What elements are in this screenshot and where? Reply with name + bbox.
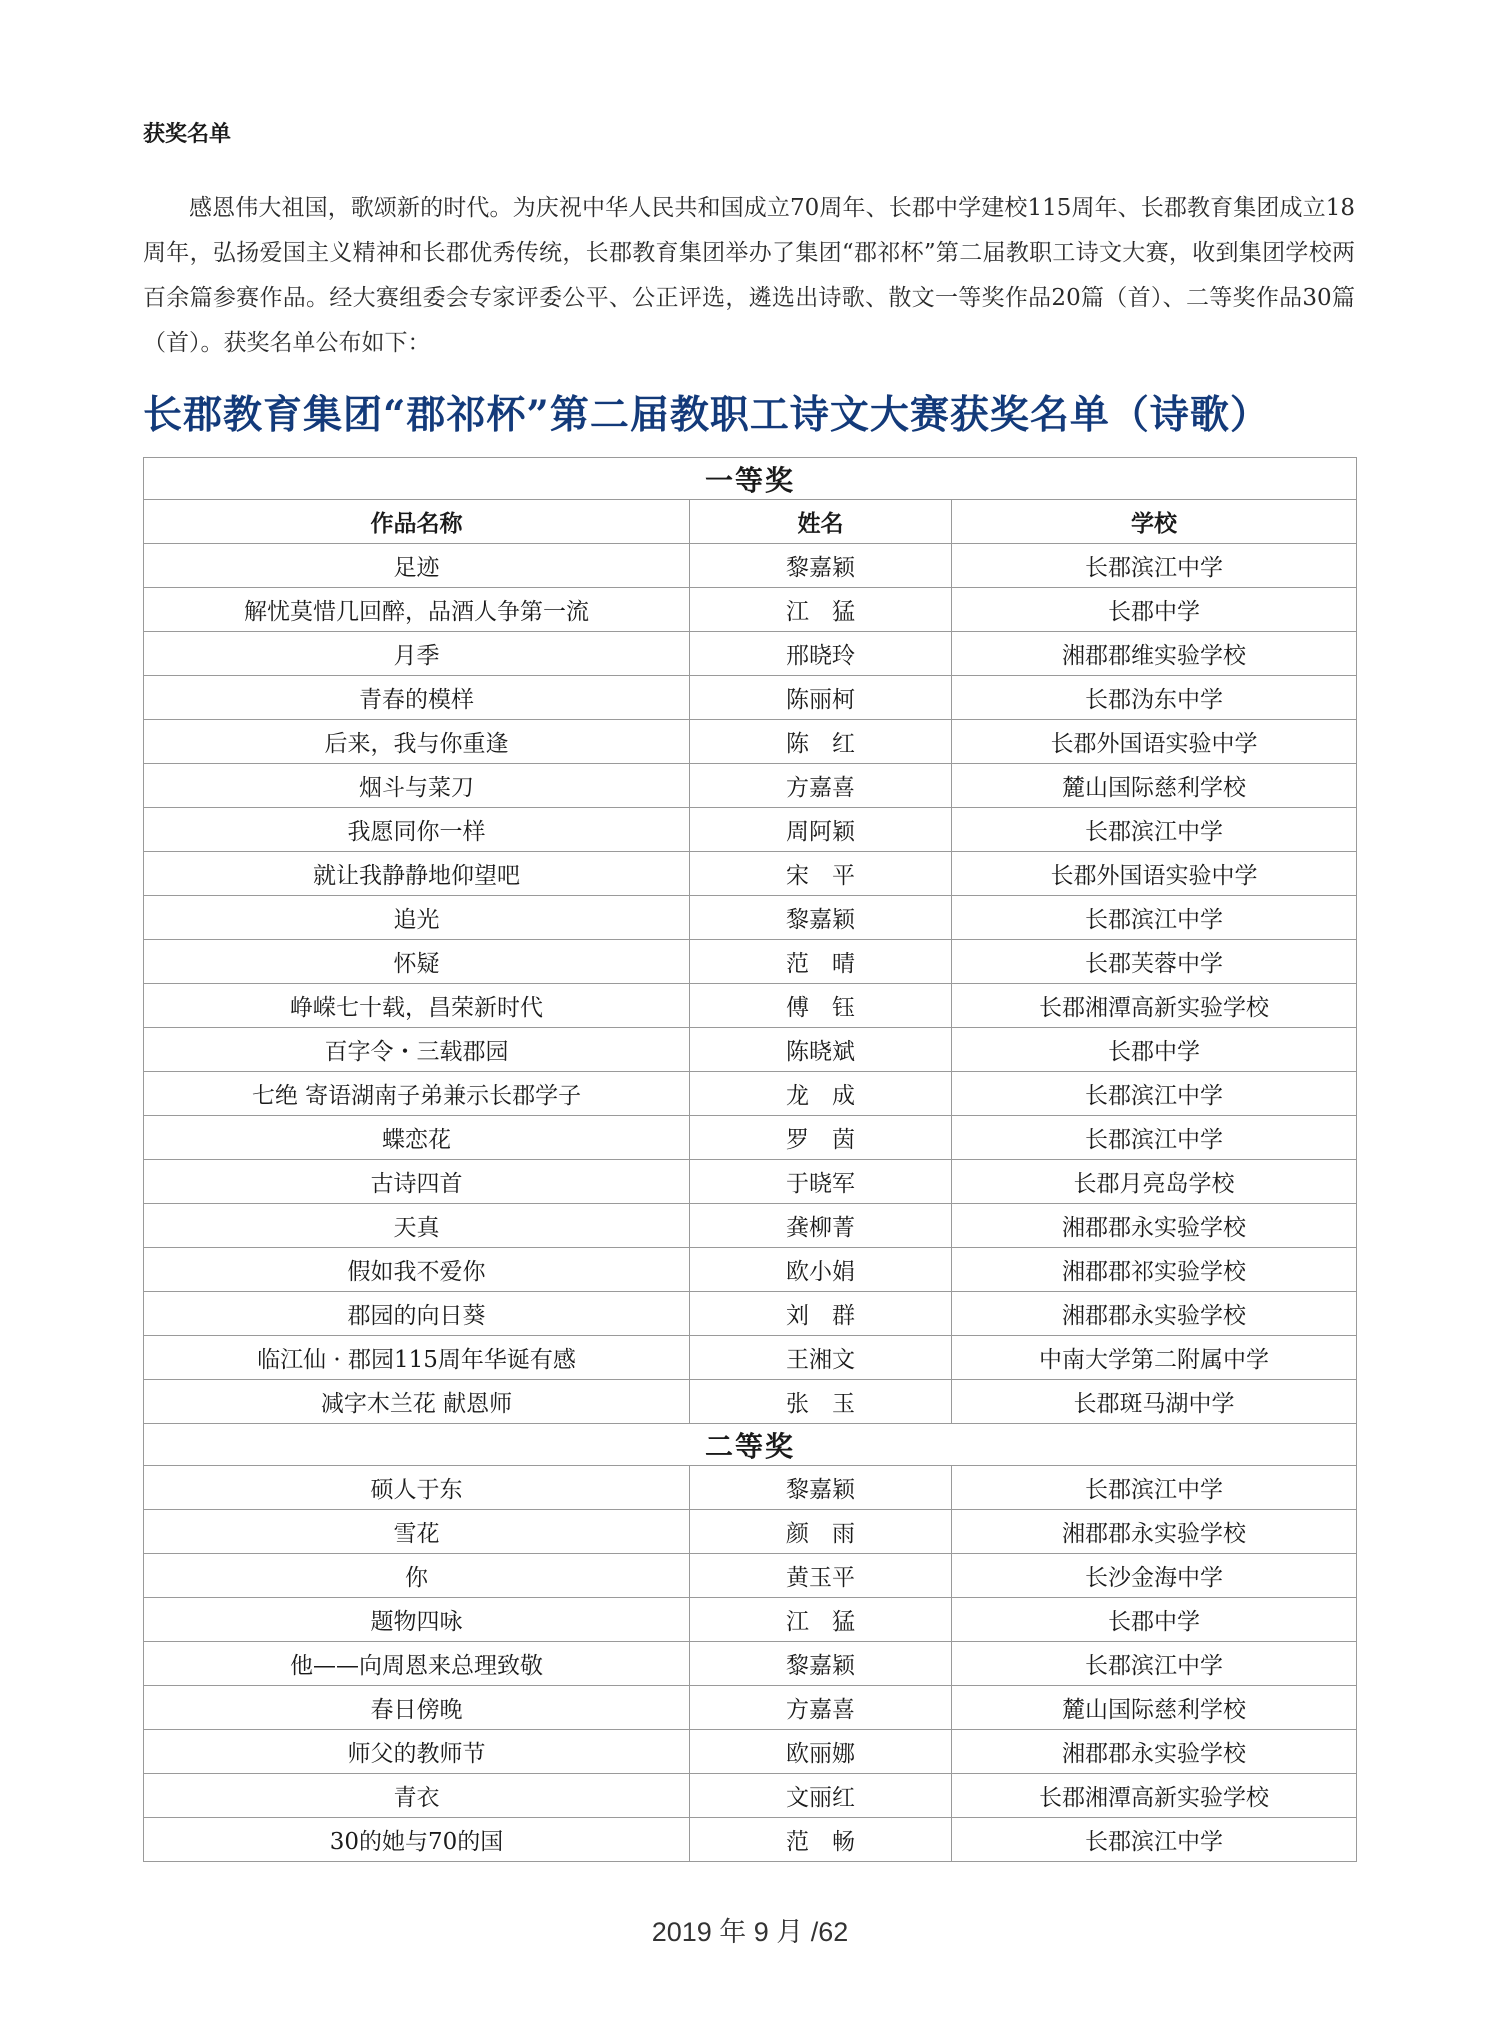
work-title-cell: 30的她与70的国 xyxy=(144,1818,690,1862)
school-cell: 长郡芙蓉中学 xyxy=(952,940,1357,984)
school-cell: 湘郡郡维实验学校 xyxy=(952,632,1357,676)
author-cell: 罗 茵 xyxy=(690,1116,952,1160)
school-cell: 麓山国际慈利学校 xyxy=(952,1686,1357,1730)
author-cell: 陈晓斌 xyxy=(690,1028,952,1072)
table-row xyxy=(144,1466,1357,1510)
work-title-cell: 师父的教师节 xyxy=(144,1730,690,1774)
school-cell: 长郡滨江中学 xyxy=(952,1116,1357,1160)
page-title: 长郡教育集团“郡祁杯”第二届教职工诗文大赛获奖名单（诗歌） xyxy=(143,392,1270,438)
work-title-cell: 古诗四首 xyxy=(144,1160,690,1204)
work-title-cell: 他——向周恩来总理致敬 xyxy=(144,1642,690,1686)
school-cell: 长郡斑马湖中学 xyxy=(952,1380,1357,1424)
prize-heading: 二等奖 xyxy=(144,1424,1357,1466)
column-header-title: 作品名称 xyxy=(144,500,690,544)
prize-row xyxy=(144,458,1357,500)
author-cell: 周阿颖 xyxy=(690,808,952,852)
intro-paragraph: 感恩伟大祖国，歌颂新的时代。为庆祝中华人民共和国成立70周年、长郡中学建校115周年、长郡教育集团成立18周年，弘扬爱国主义精神和长郡优秀传统，长郡教育集团举办了集团“郡祁杯”第二届教职工诗文大赛，收到集团学校两百余篇参赛作品。经大赛组委会专家评委公平、公正评选，遴选出诗歌、散文一等奖作品20篇（首）、二等奖作品30篇（首）。获奖名单公布如下： xyxy=(143,195,1355,356)
work-title-cell: 题物四咏 xyxy=(144,1598,690,1642)
school-cell: 湘郡郡永实验学校 xyxy=(952,1204,1357,1248)
prize-row xyxy=(144,1424,1357,1466)
school-cell: 长郡中学 xyxy=(952,1028,1357,1072)
school-cell: 湘郡郡永实验学校 xyxy=(952,1292,1357,1336)
work-title-cell: 烟斗与菜刀 xyxy=(144,764,690,808)
work-title-cell: 后来，我与你重逢 xyxy=(144,720,690,764)
table-row xyxy=(144,1204,1357,1248)
author-cell: 方嘉喜 xyxy=(690,764,952,808)
work-title-cell: 春日傍晚 xyxy=(144,1686,690,1730)
prize-heading: 一等奖 xyxy=(144,458,1357,500)
author-cell: 龙 成 xyxy=(690,1072,952,1116)
table-row xyxy=(144,852,1357,896)
column-header-row xyxy=(144,500,1357,544)
table-row xyxy=(144,1380,1357,1424)
author-cell: 颜 雨 xyxy=(690,1510,952,1554)
work-title-cell: 减字木兰花 献恩师 xyxy=(144,1380,690,1424)
table-row xyxy=(144,720,1357,764)
work-title-cell: 雪花 xyxy=(144,1510,690,1554)
school-cell: 麓山国际慈利学校 xyxy=(952,764,1357,808)
school-cell: 长郡月亮岛学校 xyxy=(952,1160,1357,1204)
table-row xyxy=(144,632,1357,676)
author-cell: 宋 平 xyxy=(690,852,952,896)
table-row xyxy=(144,1598,1357,1642)
awards-table xyxy=(143,457,1357,1862)
school-cell: 长郡滨江中学 xyxy=(952,1642,1357,1686)
work-title-cell: 天真 xyxy=(144,1204,690,1248)
author-cell: 黎嘉颖 xyxy=(690,1642,952,1686)
school-cell: 长沙金海中学 xyxy=(952,1554,1357,1598)
author-cell: 黄玉平 xyxy=(690,1554,952,1598)
table-row xyxy=(144,1510,1357,1554)
school-cell: 中南大学第二附属中学 xyxy=(952,1336,1357,1380)
column-header-school: 学校 xyxy=(952,500,1357,544)
work-title-cell: 百字令・三载郡园 xyxy=(144,1028,690,1072)
school-cell: 长郡外国语实验中学 xyxy=(952,720,1357,764)
author-cell: 范 晴 xyxy=(690,940,952,984)
work-title-cell: 假如我不爱你 xyxy=(144,1248,690,1292)
column-header-name: 姓名 xyxy=(690,500,952,544)
school-cell: 长郡滨江中学 xyxy=(952,808,1357,852)
table-row xyxy=(144,984,1357,1028)
table-row xyxy=(144,1686,1357,1730)
school-cell: 长郡滨江中学 xyxy=(952,1466,1357,1510)
table-row xyxy=(144,764,1357,808)
table-row xyxy=(144,1730,1357,1774)
author-cell: 于晓军 xyxy=(690,1160,952,1204)
table-row xyxy=(144,1292,1357,1336)
table-row xyxy=(144,1554,1357,1598)
school-cell: 湘郡郡永实验学校 xyxy=(952,1730,1357,1774)
school-cell: 长郡滨江中学 xyxy=(952,1072,1357,1116)
school-cell: 长郡沩东中学 xyxy=(952,676,1357,720)
work-title-cell: 七绝 寄语湖南子弟兼示长郡学子 xyxy=(144,1072,690,1116)
author-cell: 陈丽柯 xyxy=(690,676,952,720)
table-row xyxy=(144,1774,1357,1818)
author-cell: 刘 群 xyxy=(690,1292,952,1336)
school-cell: 湘郡郡永实验学校 xyxy=(952,1510,1357,1554)
table-row xyxy=(144,1642,1357,1686)
author-cell: 江 猛 xyxy=(690,1598,952,1642)
table-row xyxy=(144,1028,1357,1072)
author-cell: 欧小娟 xyxy=(690,1248,952,1292)
school-cell: 长郡外国语实验中学 xyxy=(952,852,1357,896)
work-title-cell: 青春的模样 xyxy=(144,676,690,720)
work-title-cell: 追光 xyxy=(144,896,690,940)
author-cell: 黎嘉颖 xyxy=(690,896,952,940)
work-title-cell: 我愿同你一样 xyxy=(144,808,690,852)
work-title-cell: 你 xyxy=(144,1554,690,1598)
school-cell: 长郡中学 xyxy=(952,588,1357,632)
work-title-cell: 就让我静静地仰望吧 xyxy=(144,852,690,896)
author-cell: 文丽红 xyxy=(690,1774,952,1818)
work-title-cell: 蝶恋花 xyxy=(144,1116,690,1160)
table-row xyxy=(144,1072,1357,1116)
table-row xyxy=(144,1818,1357,1862)
table-row xyxy=(144,676,1357,720)
work-title-cell: 解忧莫惜几回醉，品酒人争第一流 xyxy=(144,588,690,632)
work-title-cell: 峥嵘七十载，昌荣新时代 xyxy=(144,984,690,1028)
author-cell: 黎嘉颖 xyxy=(690,1466,952,1510)
author-cell: 傅 钰 xyxy=(690,984,952,1028)
school-cell: 长郡滨江中学 xyxy=(952,544,1357,588)
author-cell: 陈 红 xyxy=(690,720,952,764)
work-title-cell: 硕人于东 xyxy=(144,1466,690,1510)
section-tag: 获奖名单 xyxy=(143,122,232,147)
author-cell: 欧丽娜 xyxy=(690,1730,952,1774)
table-row xyxy=(144,1160,1357,1204)
author-cell: 方嘉喜 xyxy=(690,1686,952,1730)
table-row xyxy=(144,1336,1357,1380)
author-cell: 张 玉 xyxy=(690,1380,952,1424)
work-title-cell: 青衣 xyxy=(144,1774,690,1818)
table-row xyxy=(144,1248,1357,1292)
table-row xyxy=(144,1116,1357,1160)
author-cell: 黎嘉颖 xyxy=(690,544,952,588)
school-cell: 长郡滨江中学 xyxy=(952,1818,1357,1862)
table-row xyxy=(144,544,1357,588)
school-cell: 长郡湘潭高新实验学校 xyxy=(952,1774,1357,1818)
author-cell: 邢晓玲 xyxy=(690,632,952,676)
author-cell: 范 畅 xyxy=(690,1818,952,1862)
author-cell: 龚柳菁 xyxy=(690,1204,952,1248)
work-title-cell: 怀疑 xyxy=(144,940,690,984)
school-cell: 湘郡郡祁实验学校 xyxy=(952,1248,1357,1292)
table-row xyxy=(144,588,1357,632)
school-cell: 长郡滨江中学 xyxy=(952,896,1357,940)
work-title-cell: 月季 xyxy=(144,632,690,676)
school-cell: 长郡中学 xyxy=(952,1598,1357,1642)
table-row xyxy=(144,896,1357,940)
author-cell: 王湘文 xyxy=(690,1336,952,1380)
work-title-cell: 足迹 xyxy=(144,544,690,588)
table-row xyxy=(144,940,1357,984)
page-footer: 2019 年 9 月 /62 xyxy=(651,1917,849,1947)
table-row xyxy=(144,808,1357,852)
school-cell: 长郡湘潭高新实验学校 xyxy=(952,984,1357,1028)
awards-table-body xyxy=(144,458,1357,1862)
author-cell: 江 猛 xyxy=(690,588,952,632)
work-title-cell: 临江仙 · 郡园115周年华诞有感 xyxy=(144,1336,690,1380)
work-title-cell: 郡园的向日葵 xyxy=(144,1292,690,1336)
